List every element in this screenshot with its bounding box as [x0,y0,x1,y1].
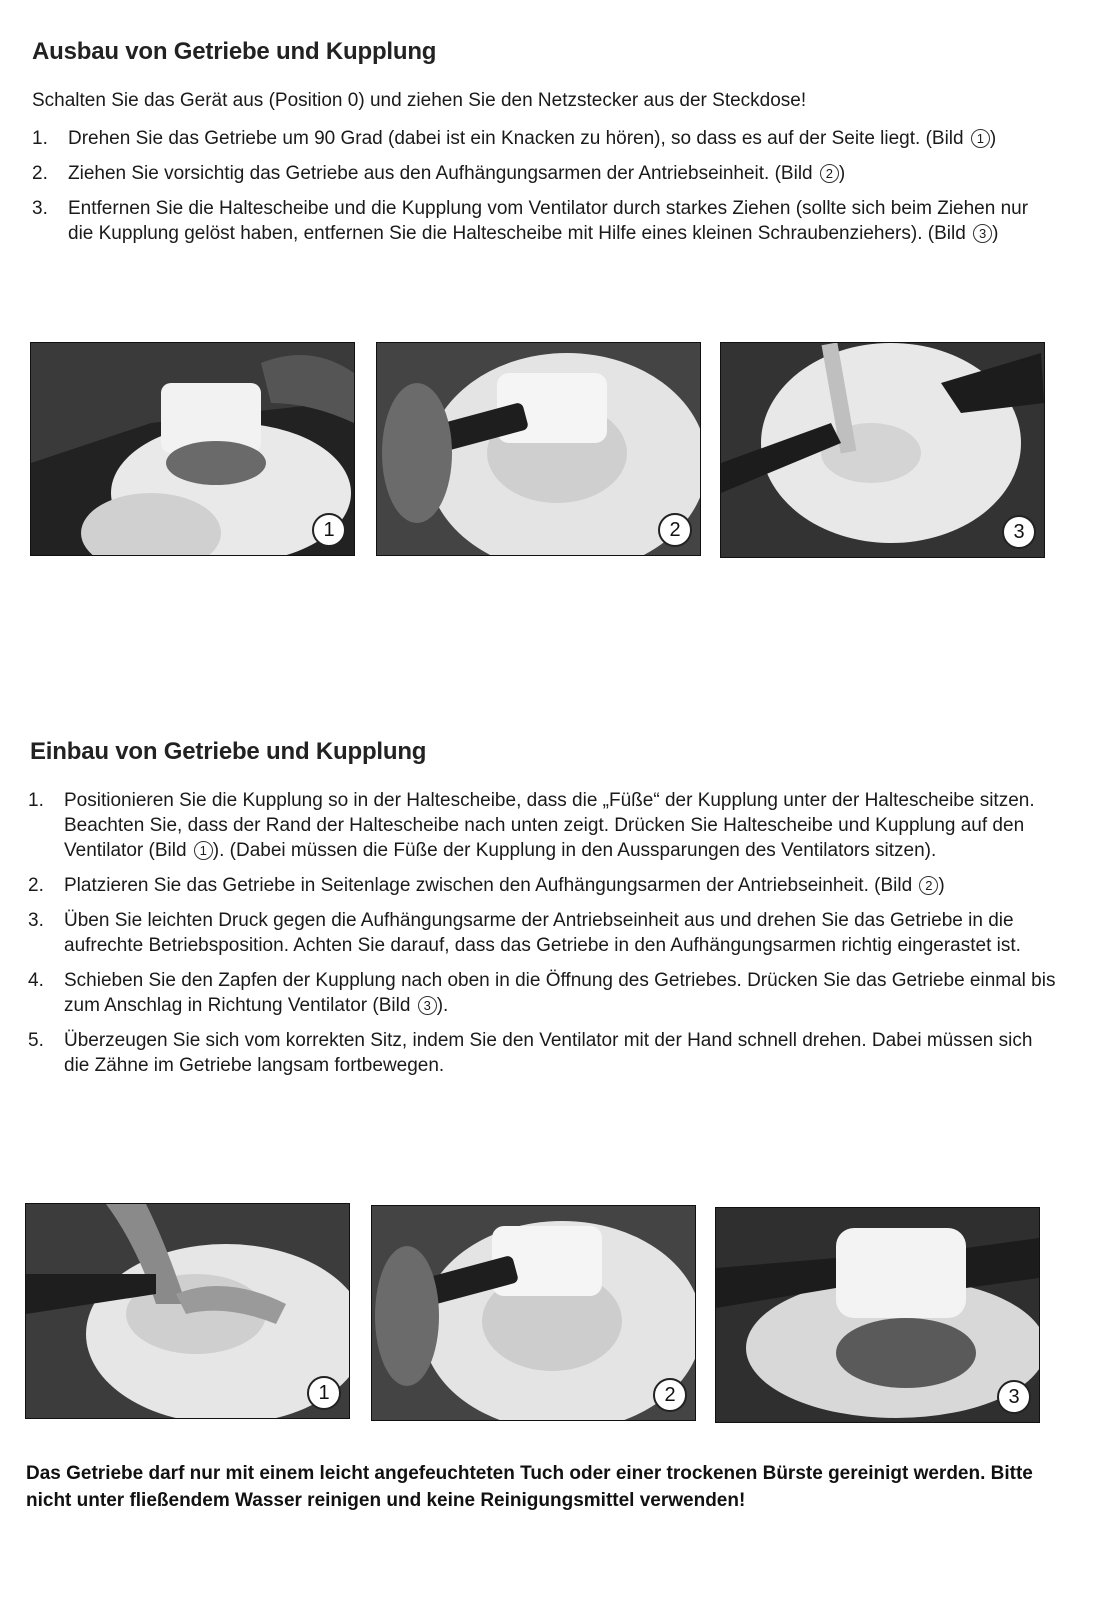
step-number: 1. [28,790,44,811]
removal-step [32,161,1052,186]
step-text: Üben Sie leichten Druck gegen die Aufhängungsarme der Antriebseinheit aus und drehen Sie das Getriebe in die aufrechte Betriebsposition. Achten Sie darauf, dass das Getriebe in den Aufhängungsarmen richtig eingerastet ist. [64,910,1021,956]
step-text: Platzieren Sie das Getriebe in Seitenlage zwischen den Aufhängungsarmen der Antriebseinheit. (Bild [64,875,913,896]
installation-step [28,788,1058,863]
photo-badge: 2 [658,513,692,547]
figure-ref: 3 [418,996,437,1015]
step-text: Drehen Sie das Getriebe um 90 Grad (dabei ist ein Knacken zu hören), so dass es auf der Seite liegt. (Bild [68,128,964,149]
step-number: 4. [28,970,44,991]
removal-step [32,126,1052,151]
step-text: Positionieren Sie die Kupplung so in der Haltescheibe, dass die „Füße“ der Kupplung unter der Haltescheibe sitzen. Beachten Sie, dass der Rand der Haltescheibe nach unten zeigt. Drücken Sie Haltescheibe und Kupplung auf den Ventilator (Bild [64,790,1035,861]
step-number: 2. [28,875,44,896]
step-text-after: ). (Dabei müssen die Füße der Kupplung in den Aussparungen des Ventilators sitzen). [212,840,937,861]
installation-title: Einbau von Getriebe und Kupplung [30,738,427,765]
photo-badge: 3 [1002,515,1036,549]
step-number: 2. [32,163,48,184]
figure-ref: 2 [919,876,938,895]
photo-badge: 1 [312,513,346,547]
step-number: 3. [28,910,44,931]
cleaning-warning: Das Getriebe darf nur mit einem leicht angefeuchteten Tuch oder einer trockenen Bürste gereinigt werden. Bitte nicht unter fließendem Wasser reinigen und keine Reinigungsmittel verwenden! [26,1463,1033,1511]
photo-badge: 2 [653,1378,687,1412]
installation-step [28,1028,1058,1078]
step-text: Überzeugen Sie sich vom korrekten Sitz, indem Sie den Ventilator mit der Hand schnell drehen. Dabei müssen sich die Zähne im Getriebe langsam fortbewegen. [64,1030,1033,1076]
step-text-after: ) [989,128,997,149]
figure-ref: 1 [194,841,213,860]
removal-title: Ausbau von Getriebe und Kupplung [32,38,437,65]
removal-step [32,196,1052,246]
photo-badge: 1 [307,1376,341,1410]
removal-photo-2 [376,342,701,556]
installation-step [28,873,1058,898]
step-text-after: ) [838,163,846,184]
installation-steps [28,788,1058,1088]
installation-photo-1 [25,1203,350,1419]
removal-photo-3 [720,342,1045,558]
step-number: 5. [28,1030,44,1051]
step-text-after: ) [992,223,999,244]
installation-step [28,968,1058,1018]
step-number: 1. [32,128,48,149]
photo-badge: 3 [997,1380,1031,1414]
removal-photo-1 [30,342,355,556]
removal-steps [32,126,1052,256]
step-text-after: ). [436,995,449,1016]
step-text: Schieben Sie den Zapfen der Kupplung nach oben in die Öffnung des Getriebes. Drücken Sie das Getriebe einmal bis zum Anschlag in Richtung Ventilator (Bild [64,970,1056,1016]
removal-intro: Schalten Sie das Gerät aus (Position 0) und ziehen Sie den Netzstecker aus der Steckdose! [32,90,807,111]
step-text: Ziehen Sie vorsichtig das Getriebe aus den Aufhängungsarmen der Antriebseinheit. (Bild [68,163,813,184]
installation-photo-2 [371,1205,696,1421]
figure-ref: 2 [820,164,839,183]
step-text-after: ) [938,875,945,896]
installation-step [28,908,1058,958]
step-text: Entfernen Sie die Haltescheibe und die Kupplung vom Ventilator durch starkes Ziehen (sollte sich beim Ziehen nur die Kupplung gelöst haben, entfernen Sie die Haltescheibe mit Hilfe eines kleinen Schraubenziehers). (Bild [68,198,1029,244]
figure-ref: 3 [973,224,992,243]
step-number: 3. [32,198,48,219]
installation-photo-3 [715,1207,1040,1423]
figure-ref: 1 [971,129,990,148]
